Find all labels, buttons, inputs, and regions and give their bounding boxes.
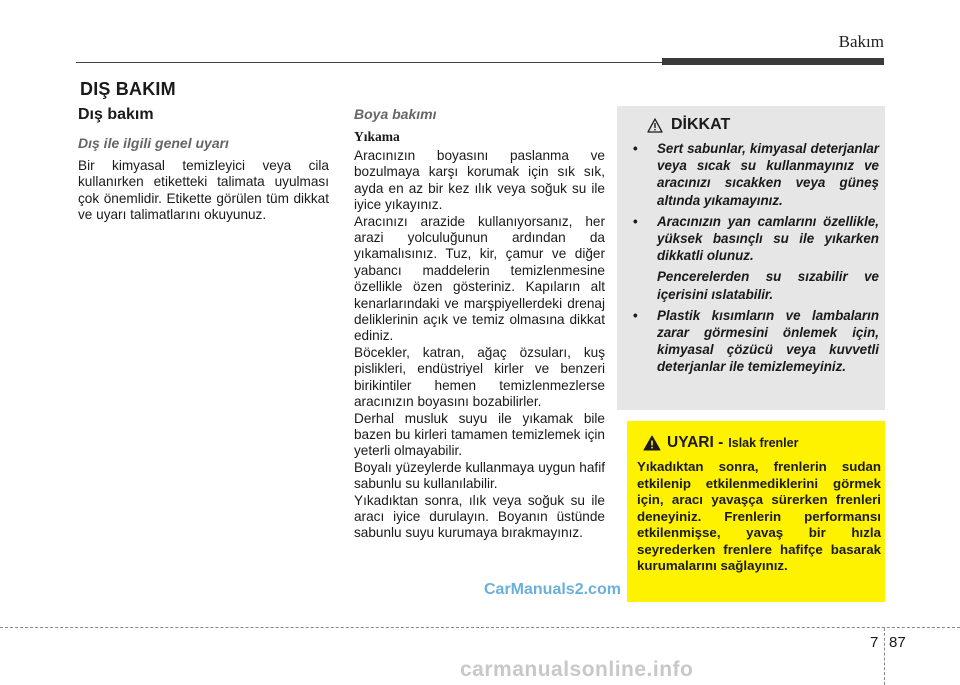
heading-dis-bakim: Dış bakım — [78, 106, 154, 123]
caution-item-text: Plastik kısımların ve lambaların zarar görmesini önlemek için, kimyasal çözücü veya kuvvetli deterjanlar ile temizlemeyiniz. — [657, 307, 879, 375]
warning-box — [627, 421, 885, 602]
footer-section-number: 7 — [870, 634, 879, 651]
page-header-title: Bakım — [838, 32, 884, 51]
warning-header — [643, 434, 798, 452]
caution-box — [617, 106, 885, 410]
subheading-paint-care: Boya bakımı — [354, 106, 437, 122]
caution-list — [625, 140, 879, 380]
paragraph-wash-5: Boyalı yüzeylerde kullanmaya uygun hafif sabunlu su kullanılabilir. — [354, 459, 605, 492]
warning-title: UYARI - — [667, 434, 724, 451]
paragraph-wash-3: Böcekler, katran, ağaç özsuları, kuş pislikleri, endüstriyel kirler ve benzeri birikintiler hemen temizlenmezlerse aracınızın boyasını bozabilirler. — [354, 344, 605, 410]
footer-vertical-separator — [884, 628, 885, 685]
warning-body: Yıkadıktan sonra, frenlerin sudan etkilenip etkilenmediklerini görmek için, aracı yavaşça sürerken frenleri deneyiniz. Frenlerin performansı etkilenmişse, yavaş bir hızla seyrederken frenlere hafifçe basarak kurumalarını sağlayınız. — [637, 459, 881, 573]
warning-filled-triangle-icon — [643, 435, 661, 451]
caution-header — [647, 116, 730, 134]
header-rule-bar — [662, 58, 884, 65]
warning-triangle-icon — [647, 118, 663, 133]
paragraph-chemical-cleaner: Bir kimyasal temizleyici veya cila kullanırken etiketteki talimata uyulması çok önemlidir. Etikette görülen tüm dikkat ve uyarı talimatlarını okuyunuz. — [78, 158, 329, 223]
subheading-general-warning: Dış ile ilgili genel uyarı — [78, 135, 229, 151]
paragraph-wash-6: Yıkadıktan sonra, ılık veya soğuk su ile aracı iyice durulayın. Boyanın üstünde sabunlu suyu kurumaya bırakmayınız. — [354, 492, 605, 541]
column-middle — [354, 106, 605, 542]
section-title: DIŞ BAKIM — [80, 79, 176, 99]
caution-item-text: Sert sabunlar, kimyasal deterjanlar veya sıcak su kullanmayınız ve aracınızı sıcakken veya güneş altında yıkamayınız. — [657, 141, 879, 208]
paragraph-wash-4: Derhal musluk suyu ile yıkamak bile bazen bu kirleri tamamen temizlemek için yeterli olmayabilir. — [354, 410, 605, 459]
warning-subtitle: Islak frenler — [728, 436, 799, 450]
bullet-mark: • — [633, 307, 638, 323]
caution-item — [625, 307, 879, 376]
bullet-mark: • — [633, 141, 638, 156]
column-left — [78, 106, 329, 224]
caution-item — [625, 140, 879, 209]
footer-watermark: carmanualsonline.info — [460, 658, 694, 681]
caution-item-subtext: Pencerelerden su sızabilir ve içerisini ıslatabilir. — [657, 269, 879, 302]
caution-title: DİKKAT — [671, 116, 731, 133]
watermark-carmanuals2[interactable]: CarManuals2.com — [484, 581, 621, 598]
label-washing: Yıkama — [354, 129, 400, 144]
caution-item — [625, 213, 879, 303]
caution-item-text: Aracınızın yan camlarını özellikle, yüksek basınçlı su ile yıkarken dikkatli olunuz. — [657, 213, 879, 264]
paragraph-wash-1: Aracınızın boyasını paslanma ve bozulmaya karşı korumak için sık sık, ayda en az bir kez ılık veya soğuk su ile iyice yıkayınız. — [354, 148, 605, 213]
header-rule — [76, 62, 662, 63]
paragraph-wash-2: Aracınızı arazide kullanıyorsanız, her arazi yolculuğunun ardından da yıkamalısınız. Tuz, kir, çamur ve diğer yabancı maddelerin temizlenmesine özellikle özen gösteriniz. Kapıların alt kenarlarındaki ve marşpiyellerdeki drenaj deliklerinin açık ve temiz olmasına dikkat ediniz. — [354, 213, 605, 344]
bullet-mark: • — [633, 213, 638, 229]
footer-dotted-rule — [0, 627, 960, 628]
footer-page-number: 87 — [889, 634, 906, 651]
